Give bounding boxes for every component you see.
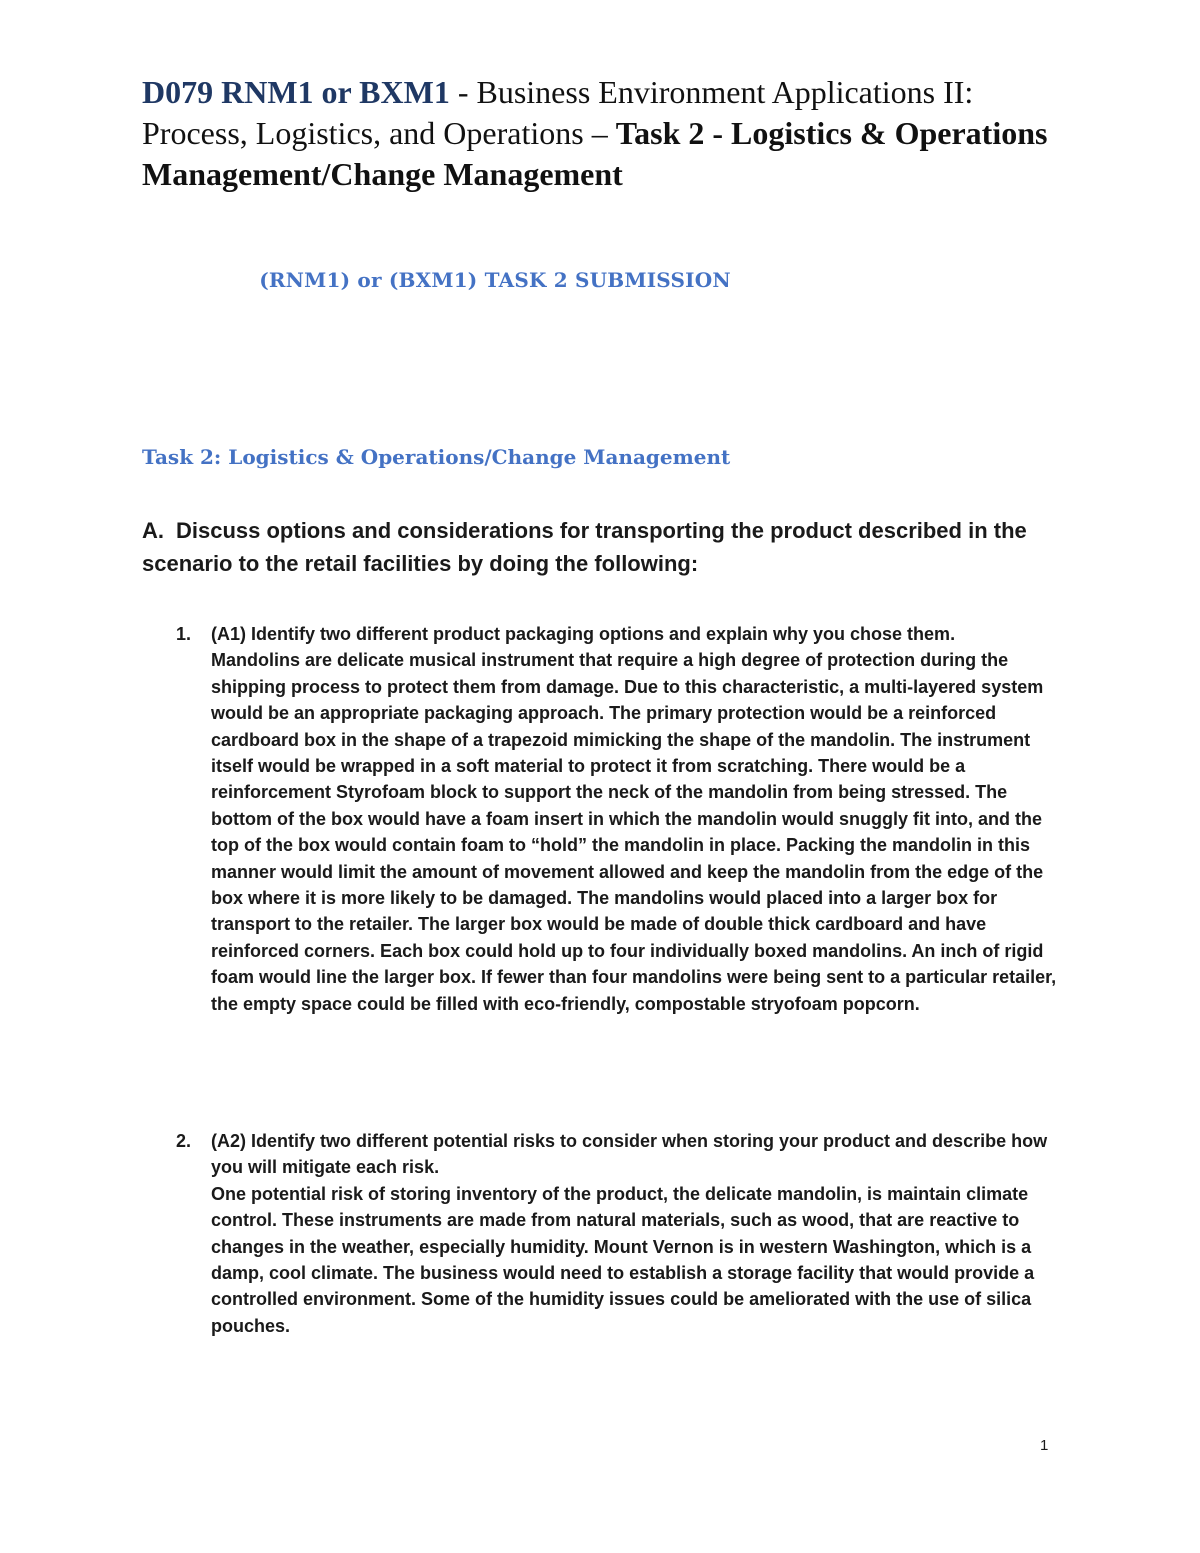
title-dash: – [583,115,616,151]
task-heading: Task 2: Logistics & Operations/Change Management [142,445,731,469]
list-item-answer: One potential risk of storing inventory of the product, the delicate mandolin, is maintain climate control. These instruments are made from natural materials, such as wood, that are reactive to changes in the weather, especially humidity. Mount Vernon is in western Washington, which is a damp, cool climate. The business would need to establish a storage facility that would provide a controlled environment. Some of the humidity issues could be ameliorated with the use of silica pouches. [211,1183,1035,1336]
list-item-content [211,621,1061,1017]
submission-heading: (RNM1) or (BXM1) TASK 2 SUBMISSION [259,268,731,292]
course-name: Business Environment Applications II: Process, Logistics, and Operations [142,74,974,151]
list-item [176,1128,1061,1339]
list-item-content [211,1128,1061,1339]
document-title [142,72,1052,195]
list-item-number: 2. [176,1131,192,1151]
course-code: D079 RNM1 or BXM1 [142,74,450,110]
list-item [176,621,1061,1017]
list-item-answer: Mandolins are delicate musical instrument that require a high degree of protection during the shipping process to protect them from damage. Due to this characteristic, a multi-layered system would be an appropriate packaging approach. The primary protection would be a reinforced cardboard box in the shape of a trapezoid mimicking the shape of the mandolin. The instrument itself would be wrapped in a soft material to protect it from scratching. There would be a reinforcement Styrofoam block to support the neck of the mandolin from being stressed. The bottom of the box would have a foam insert in which the mandolin would snuggly fit into, and the top of the box would contain foam to “hold” the mandolin in place. Packing the mandolin in this manner would limit the amount of movement allowed and keep the mandolin from the edge of the box where it is more likely to be damaged. The mandolins would placed into a larger box for transport to the retailer. The larger box would be made of double thick cardboard and have reinforced corners. Each box could hold up to four individually boxed mandolins. An inch of rigid foam would line the larger box. If fewer than four mandolins were being sent to a particular retailer, the empty space could be filled with eco-friendly, compostable stryofoam popcorn. [211,650,1057,1014]
list-item-prompt: (A2) Identify two different potential risks to consider when storing your product and describe how you will mitigate each risk. [211,1131,1048,1178]
section-a-heading [142,514,1062,580]
task-title: Task 2 - Logistics & Operations Management/Change Management [142,115,1048,192]
list-item-prompt: (A1) Identify two different product packaging options and explain why you chose them. [211,624,956,644]
title-separator: - [449,74,477,110]
section-a-label: A. [142,518,164,543]
page-number: 1 [1040,1437,1049,1454]
list-item-number: 1. [176,624,192,644]
section-a-text: Discuss options and considerations for transporting the product described in the scenario to the retail facilities by doing the following: [142,518,1027,576]
